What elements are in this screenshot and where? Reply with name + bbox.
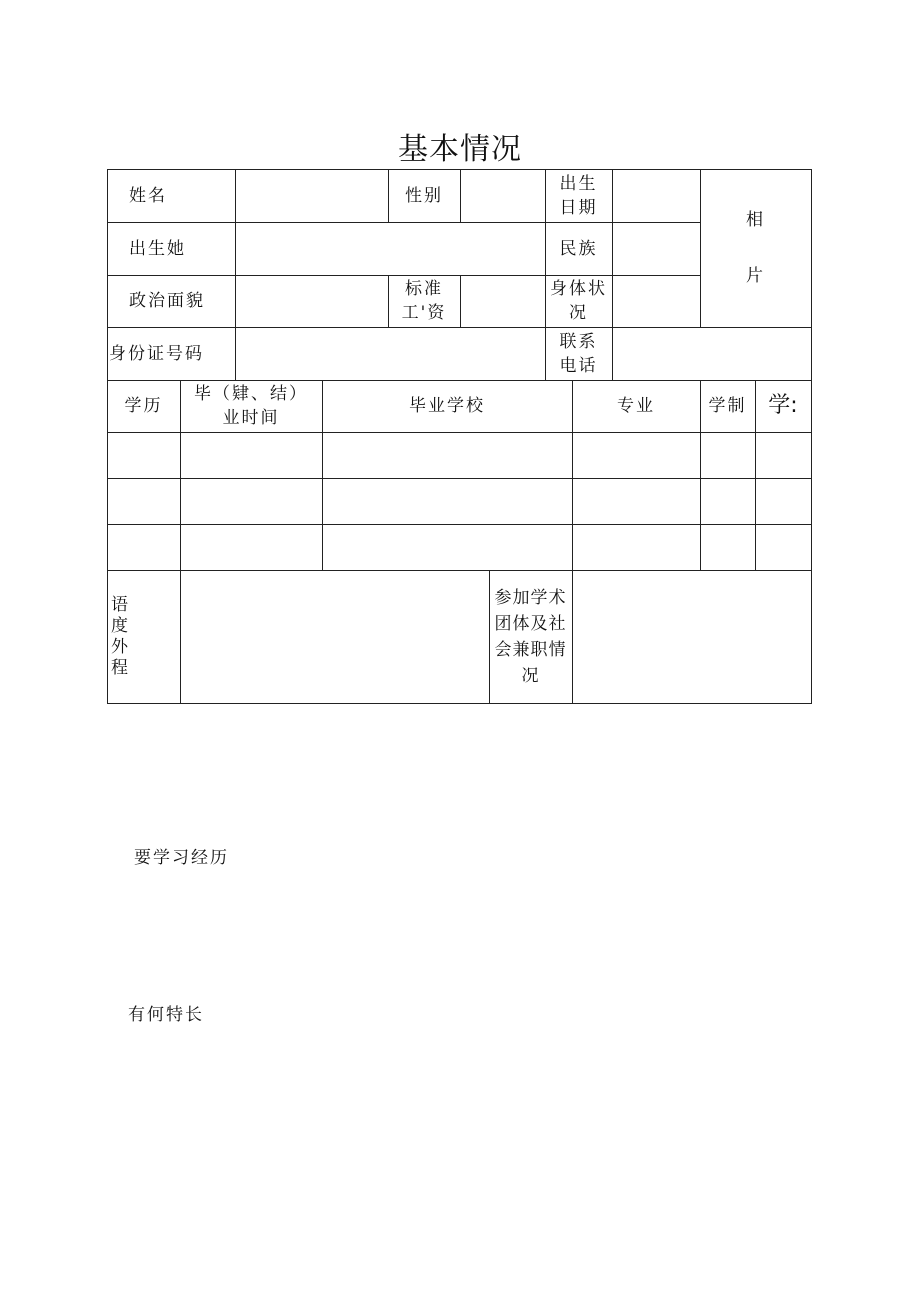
- edu-cell[interactable]: [180, 524, 322, 570]
- society-membership-field[interactable]: [572, 570, 811, 703]
- ethnicity-field[interactable]: [612, 222, 700, 275]
- edu-header-major: 专业: [617, 396, 655, 416]
- gender-field[interactable]: [460, 169, 545, 222]
- edu-header-duration: 学制: [708, 396, 747, 416]
- id-number-field[interactable]: [235, 327, 545, 380]
- edu-cell[interactable]: [572, 478, 700, 524]
- study-history-heading: 要学习经历: [134, 848, 229, 868]
- society-membership-label: 参加学术 团体及社 会兼职情 况: [494, 587, 567, 686]
- foreign-language-field[interactable]: [180, 570, 489, 703]
- edu-cell[interactable]: [572, 432, 700, 478]
- table-border-right: [811, 169, 812, 704]
- edu-cell[interactable]: [755, 432, 811, 478]
- name-label: 姓名: [129, 185, 167, 206]
- foreign-language-label: 语 度 外 程: [111, 594, 130, 678]
- name-field[interactable]: [235, 169, 388, 222]
- health-field[interactable]: [612, 275, 700, 327]
- page-title: 基本情况: [398, 132, 522, 167]
- specialty-heading: 有何特长: [128, 1005, 204, 1025]
- birthplace-label: 出生她: [129, 238, 186, 259]
- edu-cell[interactable]: [180, 432, 322, 478]
- edu-cell[interactable]: [700, 432, 755, 478]
- edu-cell[interactable]: [755, 478, 811, 524]
- edu-cell[interactable]: [572, 524, 700, 570]
- birth-date-label: 出生 日期: [559, 173, 598, 218]
- edu-cell[interactable]: [700, 478, 755, 524]
- edu-cell[interactable]: [180, 478, 322, 524]
- gender-label: 性别: [405, 185, 443, 206]
- table-border-bottom: [107, 703, 812, 704]
- edu-cell[interactable]: [755, 524, 811, 570]
- edu-header-degree-type: 学:: [768, 393, 798, 418]
- political-label: 政治面貌: [129, 291, 205, 311]
- edu-cell[interactable]: [107, 478, 180, 524]
- edu-cell[interactable]: [322, 432, 572, 478]
- salary-label: 标准 工'资: [401, 279, 447, 323]
- phone-field[interactable]: [612, 327, 811, 380]
- health-label: 身体状 况: [550, 279, 607, 323]
- edu-cell[interactable]: [107, 524, 180, 570]
- edu-header-school: 毕业学校: [409, 396, 485, 416]
- edu-cell[interactable]: [107, 432, 180, 478]
- edu-header-graduation-time: 毕（肄、结） 业时间: [194, 384, 308, 428]
- photo-label: 相 片: [746, 210, 765, 286]
- phone-label: 联系 电话: [559, 331, 598, 376]
- edu-cell[interactable]: [700, 524, 755, 570]
- birthplace-field[interactable]: [235, 222, 545, 275]
- political-field[interactable]: [235, 275, 388, 327]
- edu-cell[interactable]: [322, 524, 572, 570]
- id-number-label: 身份证号码: [109, 343, 204, 364]
- birth-date-field[interactable]: [612, 169, 700, 222]
- edu-cell[interactable]: [322, 478, 572, 524]
- edu-header-degree: 学历: [124, 396, 163, 416]
- ethnicity-label: 民族: [559, 238, 598, 259]
- salary-field[interactable]: [460, 275, 545, 327]
